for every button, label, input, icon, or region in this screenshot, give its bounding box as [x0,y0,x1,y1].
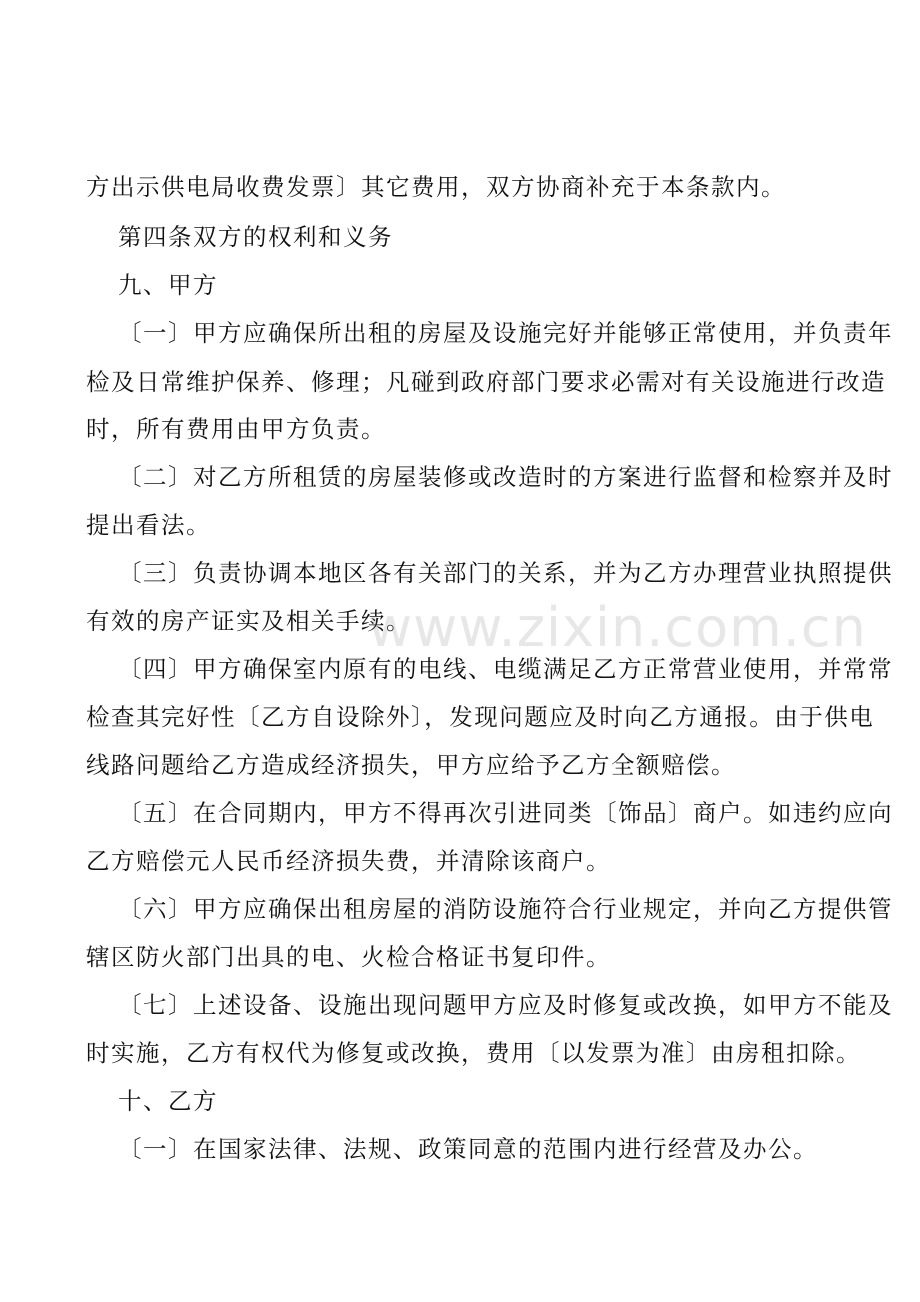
text-line: 〔一〕甲方应确保所出租的房屋及设施完好并能够正常使用，并负责年 [118,319,893,347]
text-line: 〔二〕对乙方所租赁的房屋装修或改造时的方案进行监督和检察并及时 [118,463,893,491]
party-heading: 十、乙方 [118,1087,218,1115]
text-line: 〔七〕上述设备、设施出现问题甲方应及时修复或改换，如甲方不能及 [118,991,893,1019]
text-line: 〔一〕在国家法律、法规、政策同意的范围内进行经营及办公。 [118,1135,818,1163]
text-line: 乙方赔偿元人民币经济损失费，并清除该商户。 [86,847,611,875]
text-line: 时，所有费用由甲方负责。 [86,415,386,443]
text-line: 线路问题给乙方造成经济损失，甲方应给予乙方全额赔偿。 [86,751,736,779]
text-line: 检查其完好性〔乙方自设除外〕，发现问题应及时向乙方通报。由于供电 [86,703,875,731]
watermark: www.zixin.com.cn [368,596,867,659]
text-line: 有效的房产证实及相关手续。 [86,607,411,635]
text-line: 检及日常维护保养、修理；凡碰到政府部门要求必需对有关设施进行改造 [86,368,886,396]
text-line: 提出看法。 [86,511,211,539]
text-line: 方出示供电局收费发票〕其它费用，双方协商补充于本条款内。 [86,173,786,201]
text-line: 时实施，乙方有权代为修复或改换，费用〔以发票为准〕由房租扣除。 [86,1039,861,1067]
text-line: 〔五〕在合同期内，甲方不得再次引进同类〔饰品〕商户。如违约应向 [118,799,893,827]
party-heading: 九、甲方 [118,271,218,299]
section-heading: 第四条双方的权利和义务 [118,223,393,251]
text-line: 〔四〕甲方确保室内原有的电线、电缆满足乙方正常营业使用，并常常 [118,655,893,683]
text-line: 辖区防火部门出具的电、火检合格证书复印件。 [86,943,611,971]
text-line: 〔六〕甲方应确保出租房屋的消防设施符合行业规定，并向乙方提供管 [118,895,893,923]
text-line: 〔三〕负责协调本地区各有关部门的关系，并为乙方办理营业执照提供 [118,559,893,587]
